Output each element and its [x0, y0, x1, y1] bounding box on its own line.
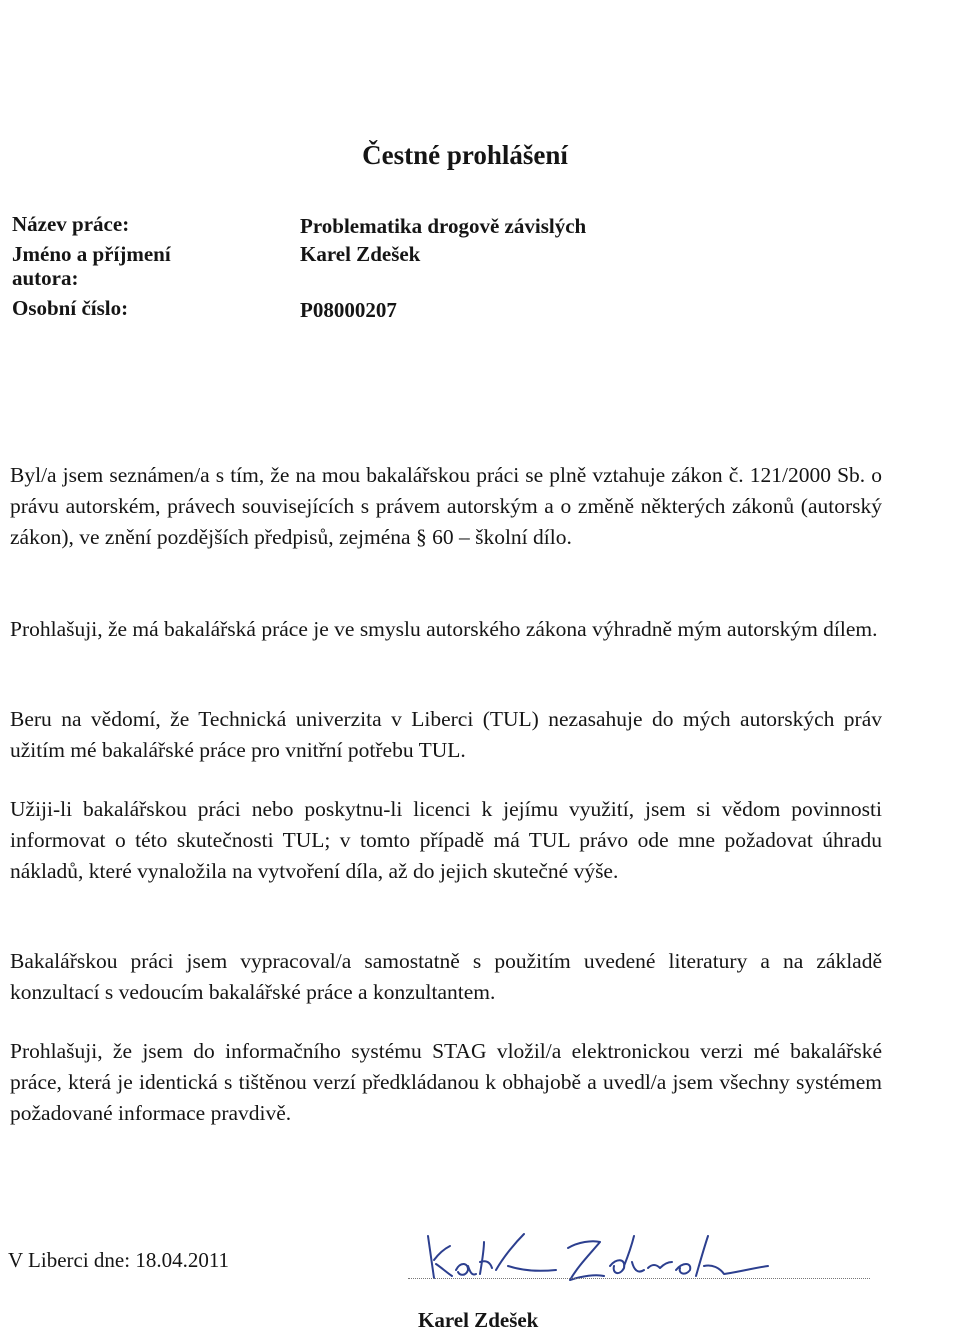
personal-number-value: P08000207 [300, 298, 397, 322]
paragraph-stag-upload: Prohlašuji, že jsem do informačního systému STAG vložil/a elektronickou verzi mé bakalářské práce, která je identická s tištěnou verzí předkládanou k obhajobě a uvedl/a jsem všechny systémem požadované informace pravdivě. [10, 1039, 882, 1125]
paragraph-independent-work: Bakalářskou práci jsem vypracoval/a samostatně s použitím uvedené literatury a na základě konzultací s vedoucím bakalářské práce a konzultantem. [10, 949, 882, 1004]
paragraph-tul-usage: Beru na vědomí, že Technická univerzita v Liberci (TUL) nezasahuje do mých autorských práv užitím mé bakalářské práce pro vnitřní potřebu TUL. [10, 707, 882, 762]
page-title: Čestné prohlášení [362, 140, 568, 170]
thesis-title-label: Název práce: [12, 212, 130, 236]
personal-number-label: Osobní číslo: [12, 296, 129, 320]
signer-name: Karel Zdešek [418, 1308, 539, 1332]
signature-line [408, 1278, 870, 1279]
paragraph-author-work: Prohlašuji, že má bakalářská práce je ve smyslu autorského zákona výhradně mým autorským dílem. [10, 617, 878, 641]
handwritten-signature [420, 1226, 780, 1286]
paragraph-license: Užiji-li bakalářskou práci nebo poskytnu-li licenci k jejímu využití, jsem si vědom povinnosti informovat o této skutečnosti TUL; v tomto případě má TUL právo ode mne požadovat úhradu nákladů, které vynaložila na vytvoření díla, až do jejich skutečné výše. [10, 797, 882, 883]
paragraph-copyright-act: Byl/a jsem seznámen/a s tím, že na mou bakalářskou práci se plně vztahuje zákon č. 121/2000 Sb. o právu autorském, právech souvisejících s právem autorským a o změně některých zákonů (autorský zákon), ve znění pozdějších předpisů, zejména § 60 – školní dílo. [10, 463, 882, 549]
thesis-title-value: Problematika drogově závislých [300, 214, 587, 238]
author-name-label: Jméno a příjmení autora: [12, 242, 171, 290]
author-name-value: Karel Zdešek [300, 242, 421, 266]
place-date: V Liberci dne: 18.04.2011 [8, 1248, 230, 1272]
